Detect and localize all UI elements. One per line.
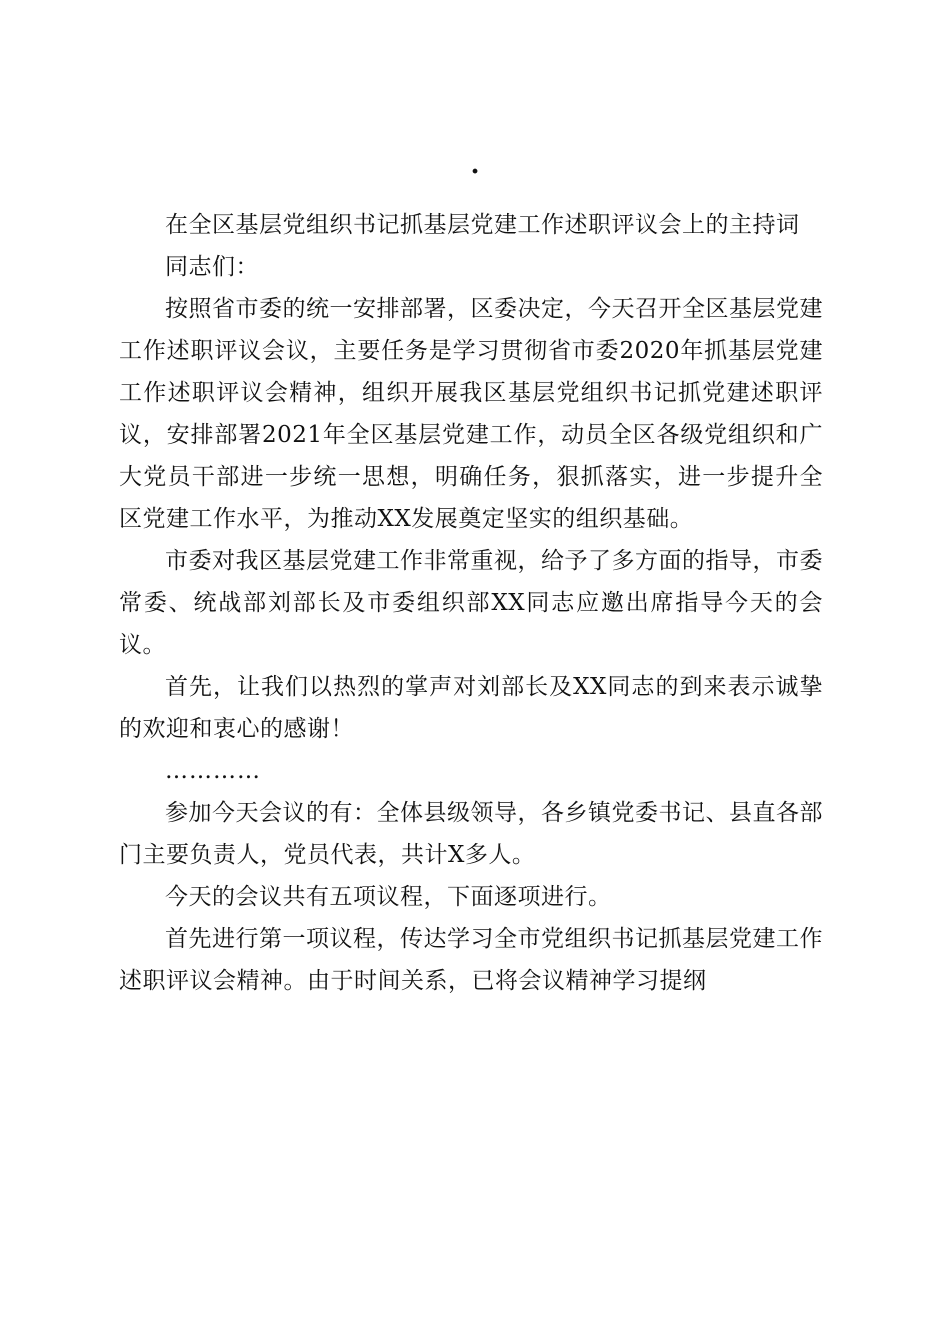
paragraph-attendees: 参加今天会议的有：全体县级领导，各乡镇党委书记、县直各部门主要负责人，党员代表，共计X多人。: [119, 800, 823, 868]
paragraph-welcome: 首先，让我们以热烈的掌声对刘部长及XX同志的到来表示诚挚的欢迎和衷心的感谢！: [119, 674, 823, 742]
paragraph-agenda: 今天的会议共有五项议程，下面逐项进行。: [165, 884, 612, 910]
document-title: 在全区基层党组织书记抓基层党建工作述职评议会上的主持词: [165, 212, 800, 238]
ellipsis-separator: …………: [165, 758, 261, 784]
paragraph-first-item: 首先进行第一项议程，传达学习全市党组织书记抓基层党建工作述职评议会精神。由于时间关系，已将会议精神学习提纲: [119, 926, 823, 994]
document-body: [119, 204, 823, 1002]
salutation: 同志们：: [165, 254, 259, 280]
paragraph-guidance: 市委对我区基层党建工作非常重视，给予了多方面的指导，市委常委、统战部刘部长及市委组织部XX同志应邀出席指导今天的会议。: [119, 548, 823, 658]
page-header-mark: .: [470, 150, 480, 180]
paragraph-arrangement: 按照省市委的统一安排部署，区委决定，今天召开全区基层党建工作述职评议会议，主要任务是学习贯彻省市委2020年抓基层党建工作述职评议会精神，组织开展我区基层党组织书记抓党建述职评议，安排部署2021年全区基层党建工作，动员全区各级党组织和广大党员干部进一步统一思想，明确任务，狠抓落实，进一步提升全区党建工作水平，为推动XX发展奠定坚实的组织基础。: [119, 296, 823, 532]
